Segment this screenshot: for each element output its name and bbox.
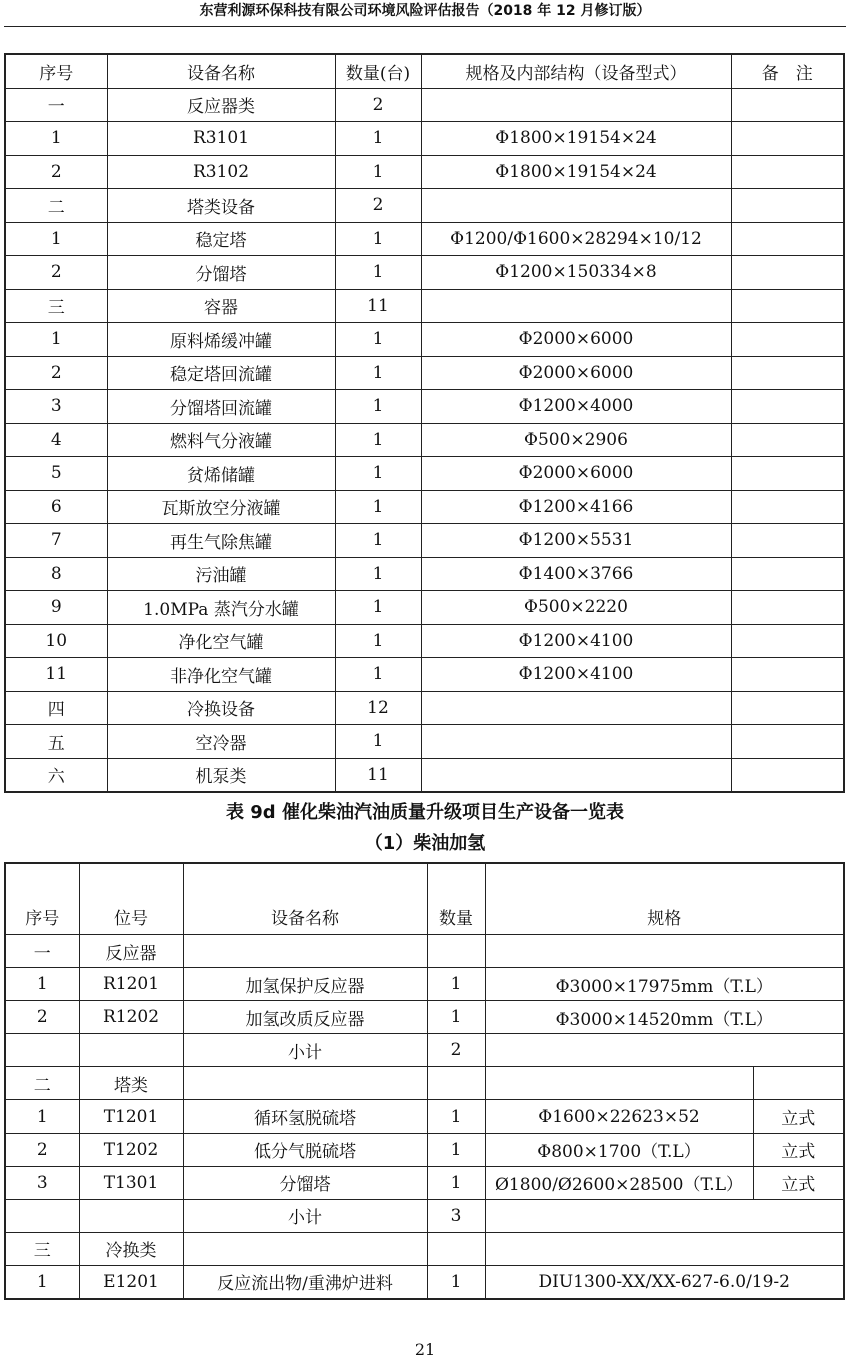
table-cell: 三: [5, 289, 107, 323]
table-cell: Φ1400×3766: [421, 557, 731, 591]
table-cell: 一: [5, 88, 107, 122]
table-cell: 反应器类: [107, 88, 335, 122]
table-cell: [731, 758, 844, 792]
table-cell: 瓦斯放空分液罐: [107, 490, 335, 524]
table-row: [5, 1034, 844, 1067]
table-cell: 12: [335, 691, 421, 725]
table-cell: 稳定塔回流罐: [107, 356, 335, 390]
table-cell: 规格: [485, 863, 844, 935]
table-cell: [753, 1067, 844, 1100]
table-cell: 低分气脱硫塔: [183, 1133, 427, 1166]
table-cell: 1: [427, 1133, 485, 1166]
table-cell: 2: [5, 1001, 79, 1034]
table-cell: Φ500×2906: [421, 423, 731, 457]
table-cell: 1: [335, 390, 421, 424]
table-cell: 1: [427, 1001, 485, 1034]
header-rule: [4, 26, 846, 27]
table-cell: 1: [5, 1265, 79, 1299]
table-cell: 1: [335, 658, 421, 692]
table-row: [5, 1100, 844, 1133]
table-cell: T1301: [79, 1166, 183, 1199]
table-cell: [421, 189, 731, 223]
table-cell: 塔类: [79, 1067, 183, 1100]
table-cell: 塔类设备: [107, 189, 335, 223]
table-cell: Φ1200×4000: [421, 390, 731, 424]
table-cell: Φ1200×5531: [421, 524, 731, 558]
table-row: [5, 691, 844, 725]
table-row: [5, 88, 844, 122]
table-cell: 2: [5, 155, 107, 189]
table-cell: Φ800×1700（T.L）: [485, 1133, 753, 1166]
table-cell: 分馏塔: [107, 256, 335, 290]
table-cell: [5, 1199, 79, 1232]
table-cell: 冷换设备: [107, 691, 335, 725]
table-cell: 1: [335, 356, 421, 390]
table-cell: 8: [5, 557, 107, 591]
table-cell: [731, 256, 844, 290]
table-header-row: [5, 863, 844, 935]
table-cell: [485, 1232, 844, 1265]
table-cell: 1: [427, 1100, 485, 1133]
table-cell: 位号: [79, 863, 183, 935]
table-cell: R1202: [79, 1001, 183, 1034]
table-row: [5, 1265, 844, 1299]
table-cell: 设备名称: [107, 54, 335, 88]
table-row: [5, 323, 844, 357]
table-cell: 净化空气罐: [107, 624, 335, 658]
table-cell: 反应器: [79, 935, 183, 968]
table-cell: Φ1200×4166: [421, 490, 731, 524]
table-cell: 11: [5, 658, 107, 692]
table-row: [5, 658, 844, 692]
table-cell: [731, 624, 844, 658]
table-row: [5, 122, 844, 156]
table-row: [5, 222, 844, 256]
table-row: [5, 490, 844, 524]
table-cell: 1: [335, 490, 421, 524]
table-cell: 容器: [107, 289, 335, 323]
table-row: [5, 289, 844, 323]
table-cell: [731, 524, 844, 558]
table-cell: 2: [5, 1133, 79, 1166]
table-cell: 燃料气分液罐: [107, 423, 335, 457]
table-cell: [183, 1232, 427, 1265]
table-cell: [183, 1067, 427, 1100]
table-cell: 4: [5, 423, 107, 457]
table-cell: 1: [5, 122, 107, 156]
table-cell: Φ3000×17975mm（T.L）: [485, 968, 844, 1001]
table-cell: 1: [427, 1166, 485, 1199]
table-row: [5, 390, 844, 424]
table-cell: 加氢保护反应器: [183, 968, 427, 1001]
table-row: [5, 189, 844, 223]
table-caption: 表 9d 催化柴油汽油质量升级项目生产设备一览表: [226, 802, 624, 823]
table-cell: 1: [335, 423, 421, 457]
table-cell: [79, 1199, 183, 1232]
table-cell: Φ1600×22623×52: [485, 1100, 753, 1133]
table-row: [5, 1232, 844, 1265]
table-cell: DIU1300-XX/XX-627-6.0/19-2: [485, 1265, 844, 1299]
table-cell: [421, 725, 731, 759]
table-row: [5, 1001, 844, 1034]
table-cell: [421, 691, 731, 725]
table-cell: 1: [335, 524, 421, 558]
table-row: [5, 1199, 844, 1232]
table-row: [5, 624, 844, 658]
table-cell: 反应流出物/重沸炉进料: [183, 1265, 427, 1299]
table-cell: Φ2000×6000: [421, 457, 731, 491]
table-cell: 一: [5, 935, 79, 968]
table-cell: [427, 1067, 485, 1100]
table-cell: [731, 155, 844, 189]
table-cell: 1: [335, 122, 421, 156]
table-cell: 1: [335, 222, 421, 256]
table-cell: Φ1200×150334×8: [421, 256, 731, 290]
table-row: [5, 524, 844, 558]
table-cell: 设备名称: [183, 863, 427, 935]
table-cell: [731, 356, 844, 390]
table-cell: [183, 935, 427, 968]
table-row: [5, 935, 844, 968]
table-cell: 2: [5, 356, 107, 390]
table-cell: R3101: [107, 122, 335, 156]
table-row: [5, 457, 844, 491]
table-cell: [485, 935, 844, 968]
table-cell: [731, 323, 844, 357]
table-cell: 二: [5, 189, 107, 223]
table-cell: 四: [5, 691, 107, 725]
table-cell: 1: [335, 323, 421, 357]
table-cell: [731, 289, 844, 323]
table-row: [5, 423, 844, 457]
table-cell: 2: [5, 256, 107, 290]
table-cell: Φ2000×6000: [421, 323, 731, 357]
table-cell: 11: [335, 289, 421, 323]
table-cell: 加氢改质反应器: [183, 1001, 427, 1034]
table-row: [5, 725, 844, 759]
table-cell: 2: [427, 1034, 485, 1067]
equipment-table-2: [4, 862, 845, 1300]
table-cell: Φ2000×6000: [421, 356, 731, 390]
table-cell: 六: [5, 758, 107, 792]
table-cell: 二: [5, 1067, 79, 1100]
table-cell: 1: [427, 968, 485, 1001]
table-cell: [731, 725, 844, 759]
table-cell: 6: [5, 490, 107, 524]
table-cell: [731, 591, 844, 625]
table-row: [5, 1133, 844, 1166]
table-cell: [731, 189, 844, 223]
table-cell: 1: [5, 968, 79, 1001]
table-cell: 1: [427, 1265, 485, 1299]
table-cell: 空冷器: [107, 725, 335, 759]
table-cell: [427, 935, 485, 968]
table-row: [5, 758, 844, 792]
table-cell: 备 注: [731, 54, 844, 88]
table-cell: 立式: [753, 1166, 844, 1199]
table-cell: 1: [5, 323, 107, 357]
equipment-table-1: [4, 53, 845, 793]
table-cell: [421, 758, 731, 792]
table-cell: 10: [5, 624, 107, 658]
table-cell: [731, 423, 844, 457]
table-cell: 序号: [5, 863, 79, 935]
table-cell: Φ3000×14520mm（T.L）: [485, 1001, 844, 1034]
table-cell: [731, 222, 844, 256]
table-cell: 3: [5, 390, 107, 424]
table-cell: 5: [5, 457, 107, 491]
table-cell: 7: [5, 524, 107, 558]
table-cell: 3: [427, 1199, 485, 1232]
table-subcaption: （1）柴油加氢: [364, 833, 486, 854]
table-cell: 稳定塔: [107, 222, 335, 256]
page-header: 东营利源环保科技有限公司环境风险评估报告（2018 年 12 月修订版）: [199, 3, 651, 19]
table-cell: Φ1200/Φ1600×28294×10/12: [421, 222, 731, 256]
table-cell: [5, 1034, 79, 1067]
table-cell: 分馏塔: [183, 1166, 427, 1199]
table-cell: 1: [335, 725, 421, 759]
table-cell: Φ500×2220: [421, 591, 731, 625]
table-cell: [421, 88, 731, 122]
table-cell: 循环氢脱硫塔: [183, 1100, 427, 1133]
table-cell: [731, 88, 844, 122]
table-cell: 1: [5, 222, 107, 256]
table-cell: 2: [335, 189, 421, 223]
table-cell: 1: [335, 624, 421, 658]
table-cell: [731, 390, 844, 424]
table-cell: 贫烯储罐: [107, 457, 335, 491]
table-row: [5, 256, 844, 290]
table-cell: 3: [5, 1166, 79, 1199]
table-cell: [731, 490, 844, 524]
table-cell: 机泵类: [107, 758, 335, 792]
table-cell: R3102: [107, 155, 335, 189]
table-row: [5, 557, 844, 591]
table-cell: 1: [335, 557, 421, 591]
table-cell: [485, 1067, 753, 1100]
table-cell: [485, 1034, 844, 1067]
table-cell: R1201: [79, 968, 183, 1001]
table-cell: 立式: [753, 1133, 844, 1166]
table-cell: Φ1800×19154×24: [421, 122, 731, 156]
table-cell: 五: [5, 725, 107, 759]
table-cell: 数量(台): [335, 54, 421, 88]
table-cell: 非净化空气罐: [107, 658, 335, 692]
table-cell: 1: [335, 457, 421, 491]
table-cell: 分馏塔回流罐: [107, 390, 335, 424]
table-cell: [731, 658, 844, 692]
table-cell: Φ1200×4100: [421, 658, 731, 692]
table-cell: 冷换类: [79, 1232, 183, 1265]
table-cell: 小计: [183, 1199, 427, 1232]
table-cell: 小计: [183, 1034, 427, 1067]
table-row: [5, 1166, 844, 1199]
table-cell: 11: [335, 758, 421, 792]
table-cell: [421, 289, 731, 323]
table-cell: Φ1800×19154×24: [421, 155, 731, 189]
page-number: 21: [414, 1340, 436, 1359]
table-row: [5, 1067, 844, 1100]
table-cell: [427, 1232, 485, 1265]
table-cell: [731, 457, 844, 491]
table-cell: 原料烯缓冲罐: [107, 323, 335, 357]
table-cell: 1.0MPa 蒸汽分水罐: [107, 591, 335, 625]
table-cell: Φ1200×4100: [421, 624, 731, 658]
table-cell: E1201: [79, 1265, 183, 1299]
table-cell: [79, 1034, 183, 1067]
table-row: [5, 591, 844, 625]
table-row: [5, 968, 844, 1001]
table-cell: 1: [335, 256, 421, 290]
table-cell: T1202: [79, 1133, 183, 1166]
table-header-row: [5, 54, 844, 88]
table-cell: 数量: [427, 863, 485, 935]
table-cell: 再生气除焦罐: [107, 524, 335, 558]
table-cell: 三: [5, 1232, 79, 1265]
table-cell: 污油罐: [107, 557, 335, 591]
table-cell: [485, 1199, 844, 1232]
table-cell: 立式: [753, 1100, 844, 1133]
table-cell: 1: [5, 1100, 79, 1133]
table-cell: Ø1800/Ø2600×28500（T.L）: [485, 1166, 753, 1199]
table-cell: 9: [5, 591, 107, 625]
table-row: [5, 356, 844, 390]
table-row: [5, 155, 844, 189]
table-cell: 规格及内部结构（设备型式）: [421, 54, 731, 88]
table-cell: 2: [335, 88, 421, 122]
table-cell: 序号: [5, 54, 107, 88]
table-cell: [731, 557, 844, 591]
table-cell: 1: [335, 155, 421, 189]
table-cell: [731, 122, 844, 156]
table-cell: [731, 691, 844, 725]
table-cell: T1201: [79, 1100, 183, 1133]
table-cell: 1: [335, 591, 421, 625]
